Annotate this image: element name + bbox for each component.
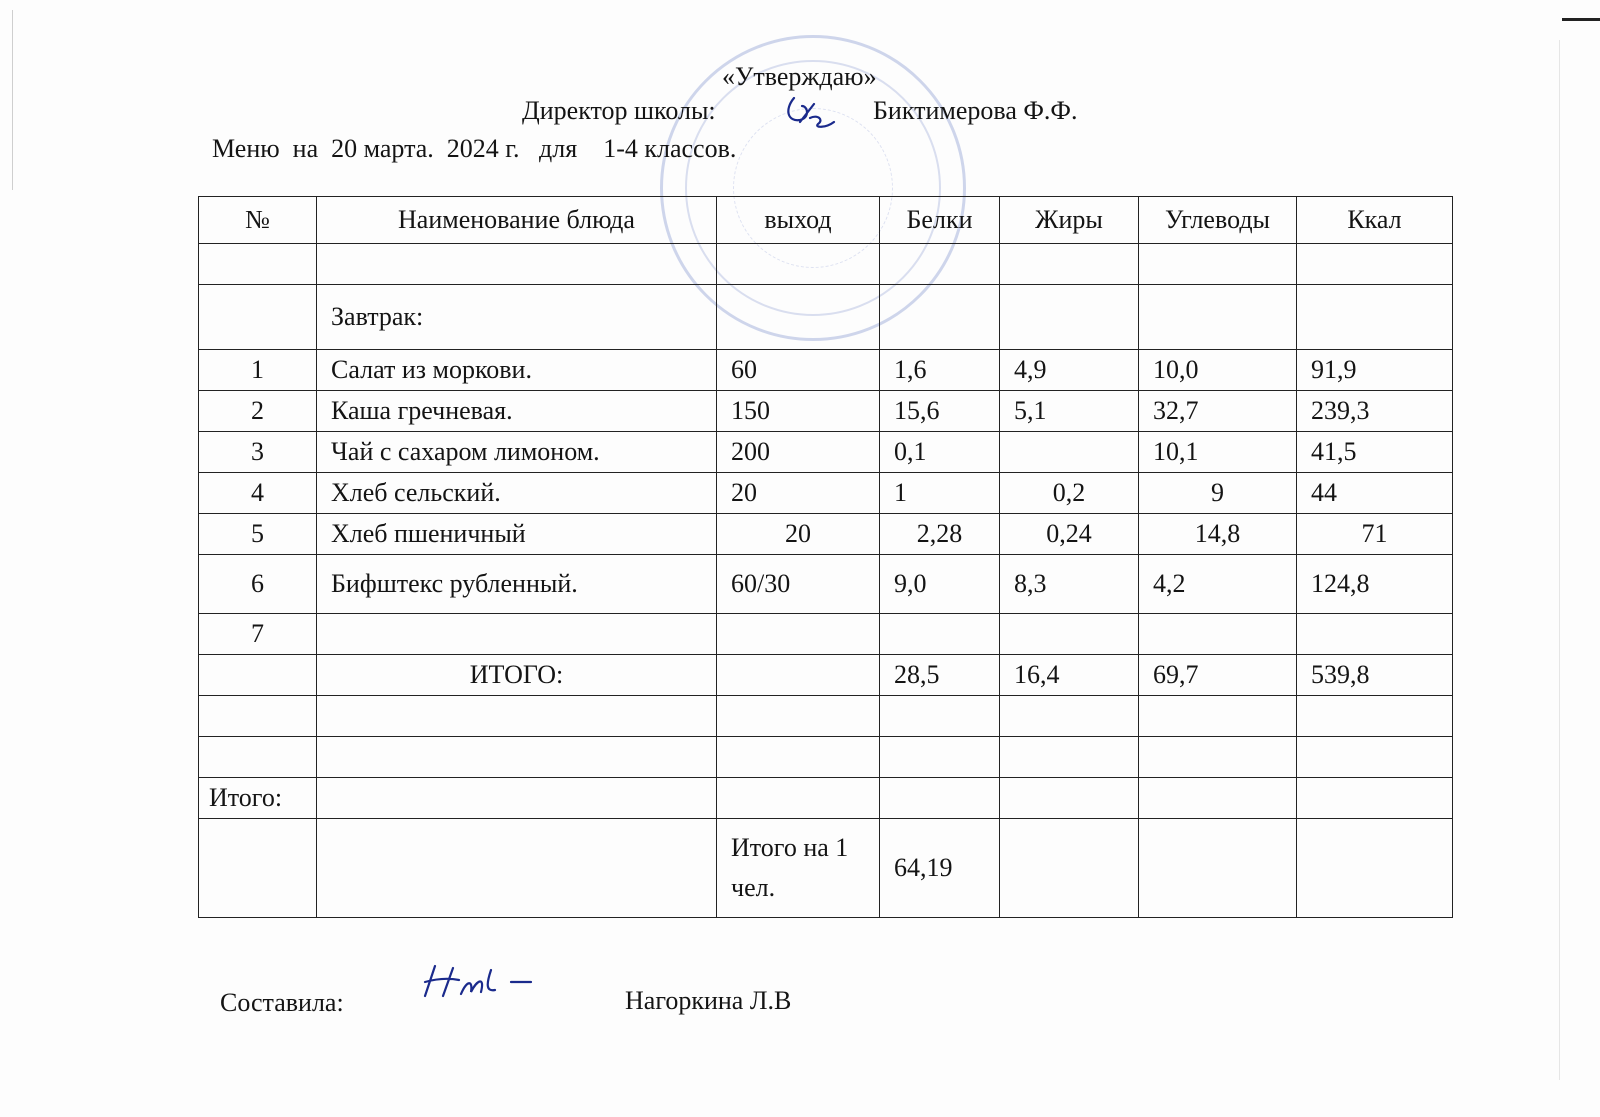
header-cell: Белки — [880, 197, 1000, 244]
item-kcal: 91,9 — [1297, 350, 1453, 391]
menu-date-line: Меню на 20 марта. 2024 г. для 1-4 классов. — [212, 134, 737, 163]
item-fat: 8,3 — [1000, 555, 1139, 614]
director-signature — [780, 92, 840, 132]
section-row — [199, 285, 1453, 350]
header-cell: Углеводы — [1139, 197, 1297, 244]
item-protein: 15,6 — [880, 391, 1000, 432]
per-person-value: 64,19 — [880, 819, 1000, 918]
header-cell: выход — [717, 197, 880, 244]
item-fat — [1000, 432, 1139, 473]
header-cell: Наименование блюда — [317, 197, 717, 244]
item-kcal: 124,8 — [1297, 555, 1453, 614]
scan-edge — [12, 10, 13, 190]
item-carbs: 9 — [1139, 473, 1297, 514]
table-row — [199, 696, 1453, 737]
item-yield: 200 — [717, 432, 880, 473]
item-fat: 5,1 — [1000, 391, 1139, 432]
subtotal-protein: 28,5 — [880, 655, 1000, 696]
item-name: Салат из моркови. — [317, 350, 717, 391]
table-row — [199, 555, 1453, 614]
subtotal-row — [199, 655, 1453, 696]
table-row — [199, 350, 1453, 391]
item-number: 7 — [199, 614, 317, 655]
table-row — [199, 244, 1453, 285]
director-label: Директор школы: — [522, 96, 716, 125]
table-row — [199, 432, 1453, 473]
item-kcal: 44 — [1297, 473, 1453, 514]
item-name: Хлеб сельский. — [317, 473, 717, 514]
item-number: 4 — [199, 473, 317, 514]
compiler-signature — [415, 962, 545, 1002]
total-label: Итого: — [199, 778, 317, 819]
compiled-by-name: Нагоркина Л.В — [625, 986, 792, 1015]
section-label: Завтрак: — [317, 285, 717, 350]
item-protein — [880, 614, 1000, 655]
item-carbs: 32,7 — [1139, 391, 1297, 432]
subtotal-carbs: 69,7 — [1139, 655, 1297, 696]
approve-heading: «Утверждаю» — [722, 62, 877, 91]
table-row — [199, 737, 1453, 778]
item-protein: 9,0 — [880, 555, 1000, 614]
item-yield: 20 — [717, 473, 880, 514]
header-cell: Жиры — [1000, 197, 1139, 244]
item-yield: 60 — [717, 350, 880, 391]
item-number: 5 — [199, 514, 317, 555]
subtotal-label: ИТОГО: — [317, 655, 717, 696]
scan-edge-right — [1559, 40, 1560, 1080]
subtotal-fat: 16,4 — [1000, 655, 1139, 696]
item-protein: 1,6 — [880, 350, 1000, 391]
item-carbs: 10,0 — [1139, 350, 1297, 391]
total-row — [199, 778, 1453, 819]
table-row — [199, 514, 1453, 555]
item-yield: 60/30 — [717, 555, 880, 614]
item-protein: 1 — [880, 473, 1000, 514]
item-number: 6 — [199, 555, 317, 614]
item-carbs: 4,2 — [1139, 555, 1297, 614]
item-number: 2 — [199, 391, 317, 432]
item-protein: 2,28 — [880, 514, 1000, 555]
item-fat: 0,2 — [1000, 473, 1139, 514]
item-name: Чай с сахаром лимоном. — [317, 432, 717, 473]
per-person-row — [199, 819, 1453, 918]
corner-mark — [1562, 18, 1600, 21]
item-fat: 4,9 — [1000, 350, 1139, 391]
item-protein: 0,1 — [880, 432, 1000, 473]
item-yield — [717, 614, 880, 655]
item-kcal: 41,5 — [1297, 432, 1453, 473]
table-header-row — [199, 197, 1453, 244]
item-name — [317, 614, 717, 655]
table-row — [199, 473, 1453, 514]
item-fat — [1000, 614, 1139, 655]
table-row — [199, 391, 1453, 432]
header-cell: Ккал — [1297, 197, 1453, 244]
item-fat: 0,24 — [1000, 514, 1139, 555]
item-kcal: 71 — [1297, 514, 1453, 555]
compiled-by-label: Составила: — [220, 988, 344, 1017]
item-name: Бифштекс рубленный. — [317, 555, 717, 614]
item-yield: 150 — [717, 391, 880, 432]
menu-table — [198, 196, 1453, 918]
director-name: Биктимерова Ф.Ф. — [873, 96, 1078, 125]
per-person-label: Итого на 1 чел. — [717, 819, 880, 918]
item-name: Каша гречневая. — [317, 391, 717, 432]
item-kcal — [1297, 614, 1453, 655]
item-name: Хлеб пшеничный — [317, 514, 717, 555]
item-yield: 20 — [717, 514, 880, 555]
subtotal-kcal: 539,8 — [1297, 655, 1453, 696]
table-row — [199, 614, 1453, 655]
item-number: 3 — [199, 432, 317, 473]
item-number: 1 — [199, 350, 317, 391]
item-kcal: 239,3 — [1297, 391, 1453, 432]
item-carbs: 14,8 — [1139, 514, 1297, 555]
header-cell: № — [199, 197, 317, 244]
item-carbs: 10,1 — [1139, 432, 1297, 473]
item-carbs — [1139, 614, 1297, 655]
